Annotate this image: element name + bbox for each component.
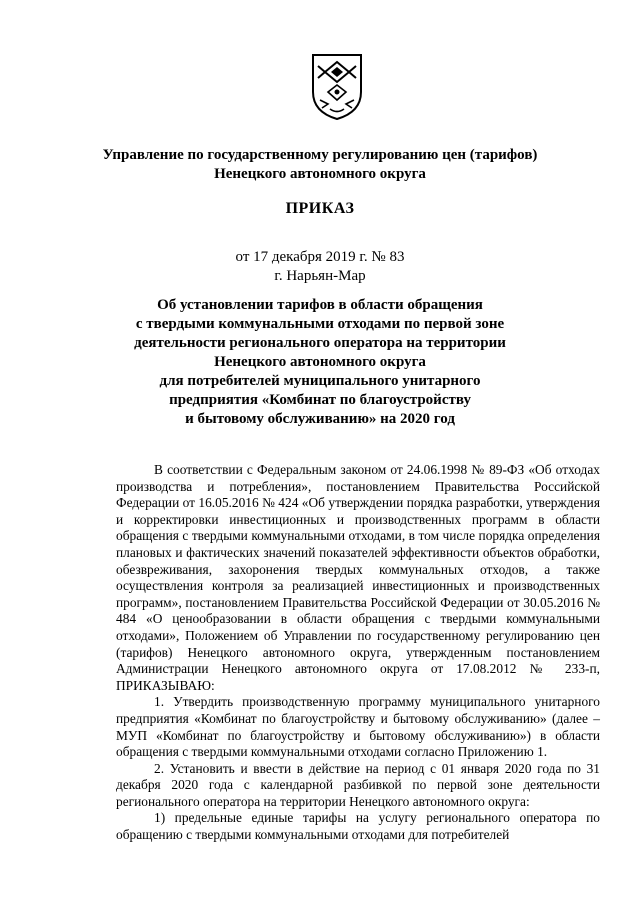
date-and-place [0, 248, 640, 286]
subject-line: Ненецкого автономного округа [214, 354, 426, 370]
city: г. Нарьян-Мар [274, 268, 366, 284]
subject-line: для потребителей муниципального унитарного [159, 373, 481, 389]
authority-line: Управление по государственному регулированию цен (тарифов) [102, 147, 538, 163]
subclause-1-paragraph: 1) предельные единые тарифы на услугу регионального оператора по обращению с твердыми коммунальными отходами для потребителей [116, 810, 600, 843]
subject-line: предприятия «Комбинат по благоустройству [169, 392, 471, 408]
subject-line: деятельности регионального оператора на территории [134, 335, 506, 351]
issuing-authority [0, 146, 640, 184]
subject-line: с твердыми коммунальными отходами по первой зоне [135, 316, 505, 332]
document-body [116, 462, 600, 844]
date-number: от 17 декабря 2019 г. № 83 [235, 249, 405, 265]
coat-of-arms-icon [310, 52, 364, 122]
document-type: ПРИКАЗ [285, 200, 355, 217]
subject-line: Об установлении тарифов в области обращения [157, 297, 483, 313]
authority-line: Ненецкого автономного округа [214, 166, 426, 182]
subject-line: и бытовому обслуживанию» на 2020 год [185, 411, 455, 427]
clause-1-paragraph: 1. Утвердить производственную программу муниципального унитарного предприятия «Комбинат по благоустройству и бытовому обслуживанию» (далее – МУП «Комбинат по благоустройству и бытовому обслуживанию») в области обращения с твердыми коммунальными отходами согласно Приложению 1. [116, 694, 600, 760]
preamble-paragraph: В соответствии с Федеральным законом от 24.06.1998 № 89-ФЗ «Об отходах производства и потребления», постановлением Правительства Российской Федерации от 16.05.2016 № 424 «Об утверждении порядка разработки, утверждения и корректировки инвестиционных и производственных программ в области обращения с твердыми коммунальными отходами, в том числе порядка определения плановых и фактических значений показателей эффективности объектов обработки, обезвреживания, захоронения твердых коммунальных отходов, а также осуществления контроля за реализацией инвестиционных и производственных программ», постановлением Правительства Российской Федерации от 30.05.2016 № 484 «О ценообразовании в области обращения с твердыми коммунальными отходами», Положением об Управлении по государственному регулированию цен (тарифов) Ненецкого автономного округа, утвержденным постановлением Администрации Ненецкого автономного округа от 17.08.2012 № 233-п, ПРИКАЗЫВАЮ: [116, 462, 600, 693]
clause-2-paragraph: 2. Установить и ввести в действие на период с 01 января 2020 года по 31 декабря 2020 года с календарной разбивкой по первой зоне деятельности регионального оператора на территории Ненецкого автономного округа: [116, 760, 600, 809]
document-subject [0, 296, 640, 429]
